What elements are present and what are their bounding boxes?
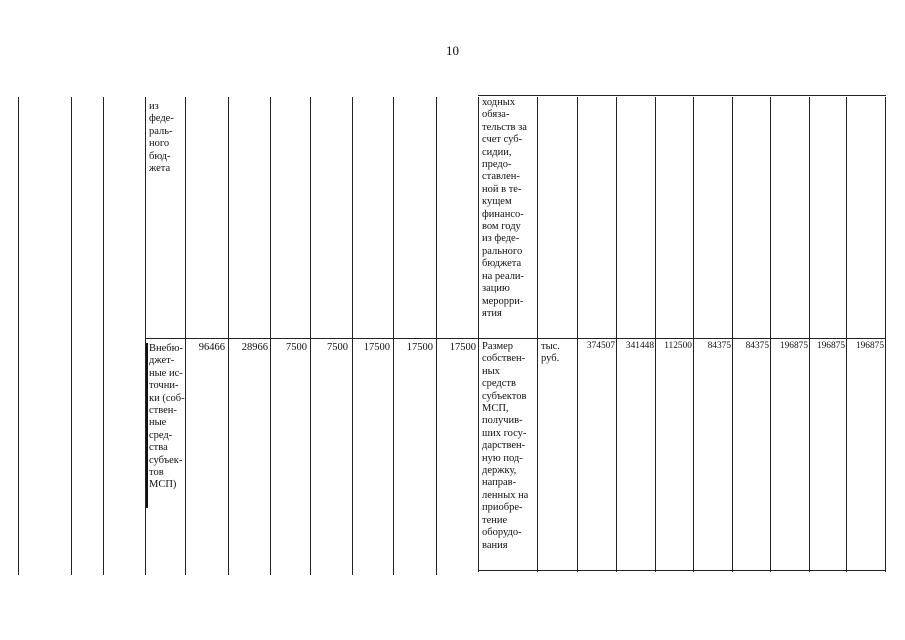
value-cell: 84375 — [745, 341, 769, 351]
table-border-line — [885, 97, 886, 572]
value-cell: 112500 — [664, 341, 692, 351]
amount-cell: 17500 — [449, 342, 476, 353]
indicator-cell: Размер собствен- ных средств субъектов МСП, получив- ших госу- дарствен- ную под- держку, направ- ленных на приобре- тение оборудо- вания — [482, 341, 529, 551]
table-border-line — [537, 97, 538, 572]
value-cell: 196875 — [816, 341, 845, 351]
value-cell: 84375 — [707, 341, 731, 351]
amount-cell: 28966 — [241, 342, 268, 353]
table-border-line — [310, 97, 311, 575]
amount-cell: 17500 — [406, 342, 433, 353]
amount-cell: 7500 — [286, 342, 307, 353]
funding-source-cell: Внебю- джет- ные ис- точни- ки (соб- ствен- ные сред- ства субъек- тов МСП) — [146, 343, 185, 508]
table-border-line — [846, 97, 847, 572]
table-border-line — [145, 338, 886, 339]
funding-source-cell: из феде- раль- ного бюд- жета — [149, 101, 174, 175]
table-border-line — [393, 97, 394, 575]
table-border-line — [478, 95, 886, 96]
table-border-line — [436, 97, 437, 575]
table-border-line — [616, 97, 617, 572]
amount-cell: 7500 — [327, 342, 348, 353]
table-border-line — [228, 97, 229, 575]
amount-cell: 17500 — [363, 342, 390, 353]
table-border-line — [71, 97, 72, 575]
table-border-line — [732, 97, 733, 572]
table-border-line — [809, 97, 810, 572]
table-border-line — [770, 97, 771, 572]
value-cell: 341448 — [625, 341, 654, 351]
table-border-line — [185, 97, 186, 575]
table-border-line — [352, 97, 353, 575]
amount-cell: 96466 — [198, 342, 225, 353]
table-border-line — [478, 570, 886, 571]
table-border-line — [270, 97, 271, 575]
indicator-cell: ходных обяза- тельств за счет суб- сидии, предо- ставлен- ной в те- кущем финансо- вом году из феде- рального бюджета на реали- зацию мероpри- ятия — [482, 97, 527, 319]
value-cell: 196875 — [855, 341, 884, 351]
table-border-line — [18, 97, 19, 575]
table-border-line — [103, 97, 104, 575]
table-border-line — [577, 97, 578, 572]
page-number: 10 — [446, 43, 459, 58]
unit-cell: тыс. руб. — [541, 341, 560, 365]
value-cell: 374507 — [586, 341, 615, 351]
value-cell: 196875 — [779, 341, 808, 351]
table-border-line — [655, 97, 656, 572]
table-border-line — [693, 97, 694, 572]
table-border-line — [478, 97, 479, 572]
